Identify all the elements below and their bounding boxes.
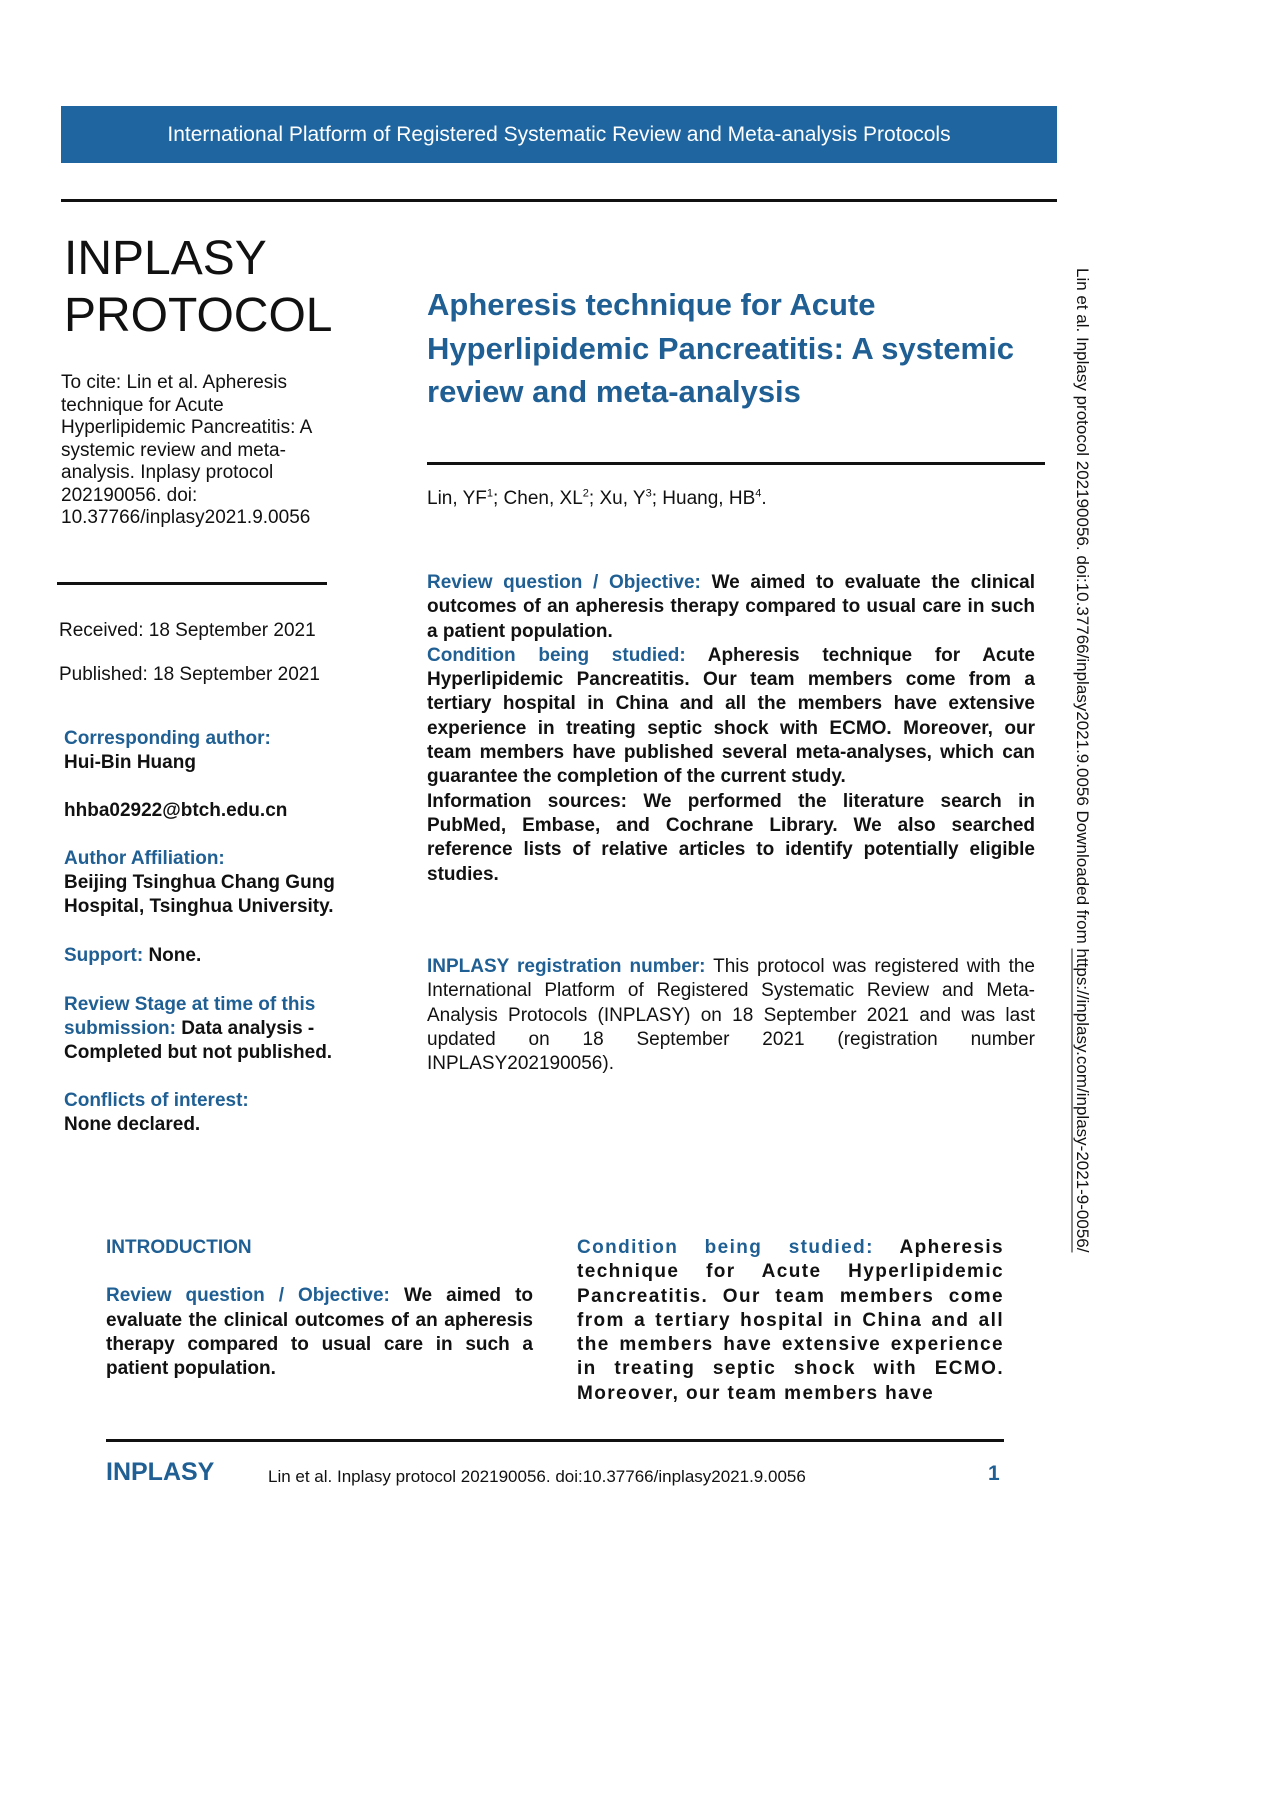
intro-review-question: Review question / Objective: We aimed to evaluate the clinical outcomes of an apheresis therapy compared to usual care in such a patient population.	[106, 1285, 534, 1380]
introduction-heading: INTRODUCTION	[106, 1237, 252, 1258]
introduction-column-right	[577, 1236, 1004, 1406]
corresponding-author	[64, 727, 364, 823]
intro-condition-label: Condition being studied:	[577, 1237, 874, 1258]
header-banner: International Platform of Registered Systematic Review and Meta-analysis Protocols	[61, 106, 1057, 163]
abstract-condition: Condition being studied: Apheresis technique for Acute Hyperlipidemic Pancreatitis. Our team members come from a tertiary hospital in China and all the members have extensive experience in treating septic shock with ECMO. Moreover, our team members have published several meta-analyses, which can guarantee the completion of the current study.	[427, 644, 1035, 788]
protocol-heading-line-1: INPLASY	[64, 232, 267, 285]
abstract-review-question: Review question / Objective: We aimed to evaluate the clinical outcomes of an apheresis therapy compared to usual care in such a patient population.	[427, 572, 1036, 642]
abstract	[427, 571, 1035, 887]
article-title: Apheresis technique for Acute Hyperlipidemic Pancreatitis: A systemic review and meta-analysis	[427, 287, 1014, 409]
title-divider	[427, 462, 1045, 465]
support	[64, 944, 364, 968]
registration-number	[427, 955, 1035, 1076]
footer-brand: INPLASY	[106, 1458, 215, 1486]
support-label: Support:	[64, 945, 144, 966]
registration-text: This protocol was registered with the International Platform of Registered Systematic Review and Meta-Analysis Protocols (INPLASY) on 18 September 2021 and was last updated on 18 September 2021 (registration number INPLASY202190056).	[427, 956, 1035, 1075]
conflicts-of-interest	[64, 1089, 364, 1137]
corresponding-author-email[interactable]: hhba02922@btch.edu.cn	[64, 800, 288, 821]
footer-divider	[106, 1439, 1004, 1442]
footer-citation: Lin et al. Inplasy protocol 202190056. doi:10.37766/inplasy2021.9.0056	[268, 1467, 806, 1486]
abstract-information-sources: Information sources: We performed the literature search in PubMed, Embase, and Cochrane Library. We also searched reference lists of relative articles to identify potentially eligible studies.	[427, 790, 1035, 885]
review-stage-value: Data analysis - Completed but not published.	[64, 1018, 333, 1063]
corresponding-author-name: Hui-Bin Huang	[64, 752, 196, 773]
introduction-column-left	[106, 1236, 533, 1381]
sidebar-text: Lin et al. Inplasy protocol 202190056. doi:10.37766/inplasy2021.9.0056 Downloaded from	[1073, 268, 1092, 949]
corresponding-author-label: Corresponding author:	[64, 728, 271, 749]
citation-text: To cite: Lin et al. Apheresis technique for Acute Hyperlipidemic Pancreatitis: A systemic review and meta-analysis. Inplasy protocol 202190056. doi: 10.37766/inplasy2021.9.0056	[61, 372, 312, 528]
published-date: Published: 18 September 2021	[59, 664, 320, 685]
author: Huang, $HB^4$.	[662, 488, 767, 510]
intro-condition-text: Apheresis technique for Acute Hyperlipidemic Pancreatitis. Our team members come from a tertiary hospital in China and all the members have extensive experience in treating septic shock with ECMO. Moreover, our team members have	[577, 1237, 1004, 1404]
author: Chen, $XL^2$;	[503, 488, 600, 510]
support-value: None.	[148, 945, 202, 966]
affiliation-value: Beijing Tsinghua Chang Gung Hospital, Tsinghua University.	[64, 872, 335, 917]
author-affiliation	[64, 847, 364, 919]
conflicts-label: Conflicts of interest:	[64, 1090, 249, 1111]
left-divider	[57, 582, 327, 585]
protocol-heading-line-2: PROTOCOL	[64, 289, 333, 342]
conflicts-value: None declared.	[64, 1114, 201, 1135]
protocol-heading	[64, 230, 333, 344]
affiliation-label: Author Affiliation:	[64, 848, 225, 869]
author: Xu, $Y^3$;	[599, 488, 663, 510]
author: Lin, $YF^1$;	[427, 488, 504, 510]
sidebar-link[interactable]: https://inplasy.com/inplasy-2021-9-0056/	[1073, 948, 1092, 1253]
download-sidebar	[1072, 268, 1092, 1252]
received-date: Received: 18 September 2021	[59, 620, 316, 641]
review-stage	[64, 993, 364, 1065]
page-number: 1	[988, 1462, 1000, 1485]
registration-label: INPLASY registration number:	[427, 956, 706, 977]
review-stage-label: Review Stage at time of this submission:	[64, 994, 316, 1039]
top-divider	[61, 199, 1057, 202]
author-list	[427, 488, 767, 510]
